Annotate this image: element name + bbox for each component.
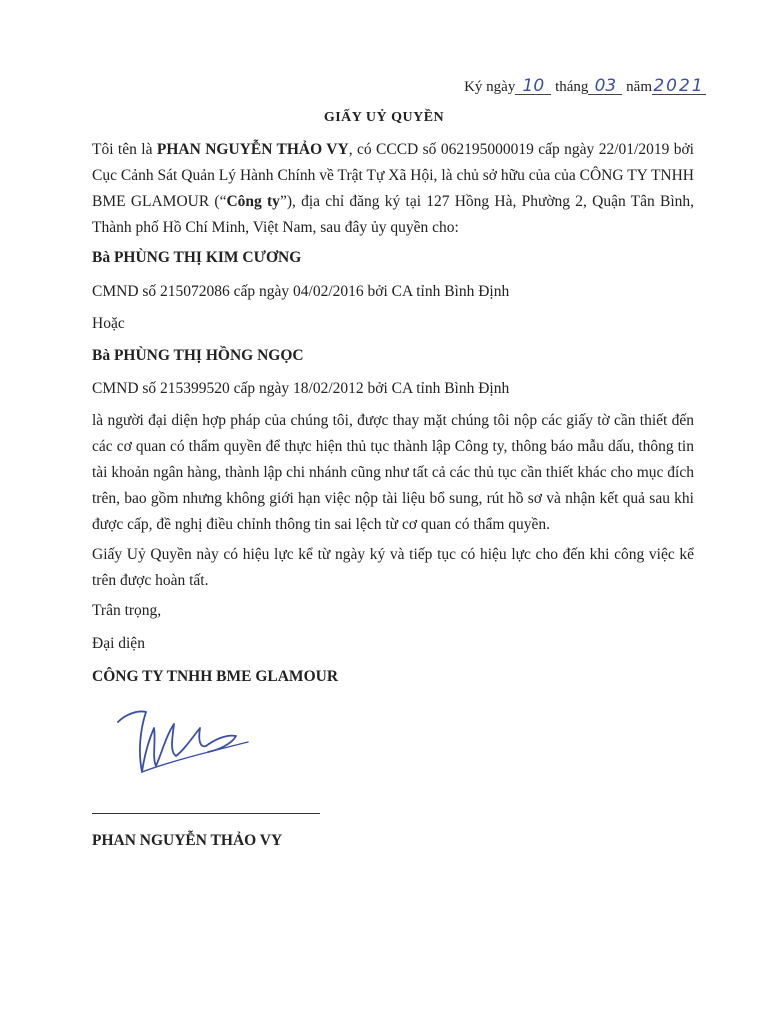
signing-date (464, 78, 706, 96)
company-name: CÔNG TY TNHH BME GLAMOUR (92, 668, 339, 685)
month-label: tháng (555, 79, 589, 95)
handwritten-signature (108, 700, 268, 790)
document-title: GIẤY UỶ QUYỀN (323, 110, 445, 125)
representative-label: Đại diện (92, 635, 145, 652)
date-prefix: Ký ngày (464, 79, 516, 95)
attorney-1-name: Bà PHÙNG THỊ KIM CƯƠNG (92, 249, 302, 266)
closing: Trân trọng, (92, 602, 162, 619)
company-short-name: Công ty (226, 193, 280, 210)
grantor-name: PHAN NGUYỄN THẢO VY (156, 141, 349, 158)
or-separator: Hoặc (92, 315, 125, 332)
attorney-2-name: Bà PHÙNG THỊ HỒNG NGỌC (92, 347, 304, 364)
handwritten-day: 10 (515, 78, 551, 95)
validity-paragraph: Giấy Uỷ Quyền này có hiệu lực kể từ ngày ký và tiếp tục có hiệu lực cho đến khi công việc kể trên được hoàn tất. (92, 546, 694, 589)
handwritten-year: 2021 (653, 76, 705, 96)
attorney-2-id: CMND số 215399520 cấp ngày 18/02/2012 bởi CA tỉnh Bình Định (92, 380, 510, 397)
scope-paragraph: là người đại diện hợp pháp của chúng tôi, được thay mặt chúng tôi nộp các giấy tờ cần thiết đến các cơ quan có thẩm quyền để thực hiện thủ tục thành lập Công ty, thông báo mẫu dấu, thông tin tài khoản ngân hàng, thành lập chi nhánh cũng như tất cả các thủ tục cần thiết khác cho mục đích trên, bao gồm nhưng không giới hạn việc nộp tài liệu bổ sung, rút hồ sơ và nhận kết quả sau khi được cấp, đề nghị điều chỉnh thông tin sai lệch từ cơ quan có thẩm quyền. (92, 412, 694, 533)
signer-name: PHAN NGUYỄN THẢO VY (92, 832, 283, 849)
intro-paragraph: Tôi tên là PHAN NGUYỄN THẢO VY, có CCCD số 062195000019 cấp ngày 22/01/2019 bởi Cục Cảnh Sát Quản Lý Hành Chính về Trật Tự Xã Hội, là chủ sở hữu của của CÔNG TY TNHH BME GLAMOUR (“Công ty”), địa chỉ đăng ký tại 127 Hồng Hà, Phường 2, Quận Tân Bình, Thành phố Hồ Chí Minh, Việt Nam, sau đây ủy quyền cho: (92, 141, 695, 236)
handwritten-month: 03 (588, 78, 622, 95)
year-label: năm (626, 79, 652, 95)
signature-line (92, 813, 320, 814)
attorney-1-id: CMND số 215072086 cấp ngày 04/02/2016 bởi CA tỉnh Bình Định (92, 283, 510, 300)
